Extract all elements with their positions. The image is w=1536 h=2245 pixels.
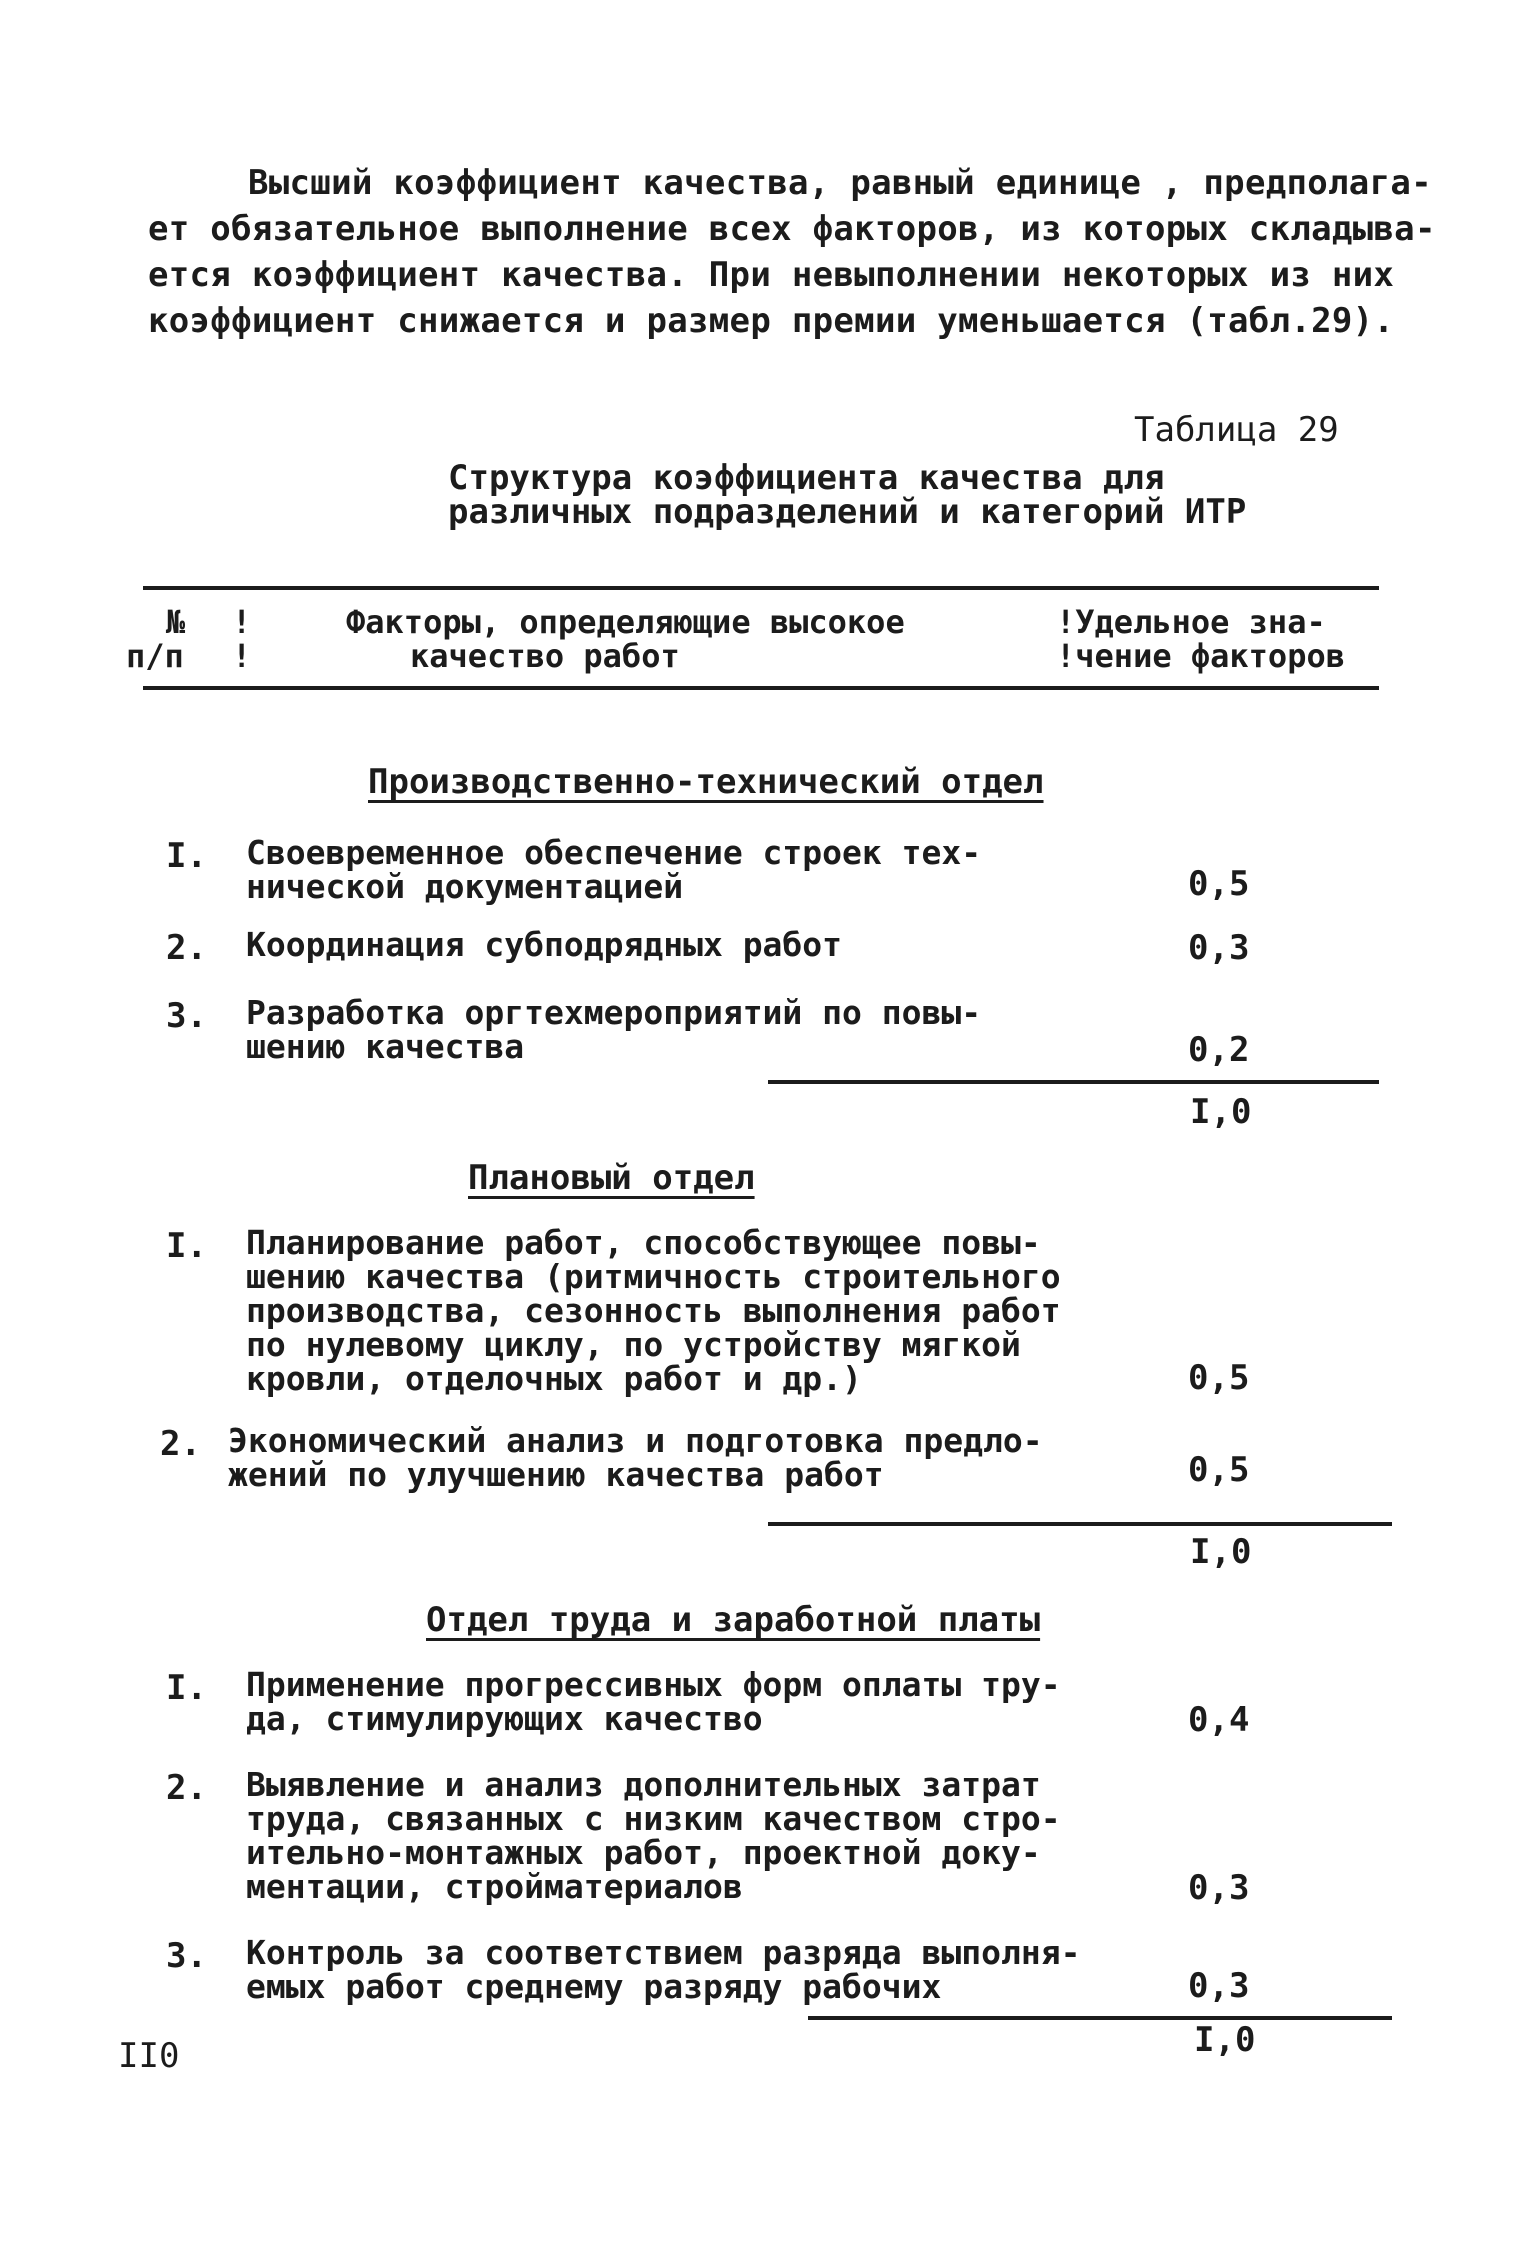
item-text-line: Выявление и анализ дополнительных затрат (246, 1765, 1041, 1804)
item-value: 0,5 (1188, 1358, 1250, 1398)
header-num-line-1: № (166, 603, 186, 641)
header-separator-1: ! (232, 603, 252, 641)
item-text-line: производства, сезонность выполнения работ (246, 1291, 1061, 1330)
header-factors-line-1: Факторы, определяющие высокое (346, 603, 905, 641)
item-value: 0,3 (1188, 928, 1250, 968)
header-top-rule (143, 586, 1379, 590)
item-text-line: Координация субподрядных работ (246, 925, 843, 964)
item-value: 0,3 (1188, 1966, 1250, 2006)
header-bottom-rule (143, 686, 1379, 690)
item-text-line: да, стимулирующих качество (246, 1699, 763, 1738)
header-weight-line-1: !Удельное зна- (1056, 603, 1326, 641)
item-text-line: Разработка оргтехмероприятий по повы- (246, 993, 982, 1032)
intro-line-1: Высший коэффициент качества, равный единице , предполага- (248, 163, 1432, 203)
section-total: I,0 (1190, 1532, 1252, 1572)
item-value: 0,5 (1188, 1450, 1250, 1490)
item-number: 2. (166, 1768, 207, 1808)
section-title-1: Производственно-технический отдел (368, 762, 1044, 802)
item-text-line: кровли, отделочных работ и др.) (246, 1359, 862, 1398)
item-text-line: Своевременное обеспечение строек тех- (246, 833, 982, 872)
header-factors-line-2: качество работ (410, 637, 680, 675)
subtotal-rule (768, 1522, 1392, 1526)
intro-line-4: коэффициент снижается и размер премии уменьшается (табл.29). (148, 301, 1395, 341)
item-value: 0,2 (1188, 1030, 1250, 1070)
section-title-3: Отдел труда и заработной платы (426, 1600, 1041, 1640)
item-number: I. (166, 1226, 207, 1266)
header-weight-line-2: !чение факторов (1056, 637, 1345, 675)
item-number: I. (166, 836, 207, 876)
subtotal-rule (808, 2016, 1392, 2020)
item-text-line: труда, связанных с низким качеством стро- (246, 1799, 1061, 1838)
item-text-line: Экономический анализ и подготовка предло- (228, 1421, 1043, 1460)
section-title-2: Плановый отдел (468, 1158, 755, 1198)
table-title-line-1: Структура коэффициента качества для (448, 458, 1165, 498)
item-value: 0,4 (1188, 1700, 1250, 1740)
subtotal-rule (768, 1080, 1379, 1084)
page-number: II0 (118, 2036, 180, 2076)
item-text-line: Планирование работ, способствующее повы- (246, 1223, 1041, 1262)
table-title-line-2: различных подразделений и категорий ИТР (448, 492, 1247, 532)
item-text-line: ментации, стройматериалов (246, 1867, 743, 1906)
intro-line-2: ет обязательное выполнение всех факторов, из которых складыва- (148, 209, 1436, 249)
item-text-line: шению качества (246, 1027, 525, 1066)
item-number: 2. (160, 1424, 201, 1464)
item-text-line: Применение прогрессивных форм оплаты тру- (246, 1665, 1061, 1704)
header-separator-2: ! (232, 637, 252, 675)
item-number: 3. (166, 996, 207, 1036)
item-value: 0,5 (1188, 864, 1250, 904)
item-text-line: емых работ среднему разряду рабочих (246, 1967, 942, 2006)
item-number: 2. (166, 928, 207, 968)
item-value: 0,3 (1188, 1868, 1250, 1908)
item-text-line: Контроль за соответствием разряда выполня- (246, 1933, 1081, 1972)
item-text-line: шению качества (ритмичность строительного (246, 1257, 1061, 1296)
table-label: Таблица 29 (1134, 410, 1339, 450)
section-total: I,0 (1194, 2020, 1256, 2060)
section-total: I,0 (1190, 1092, 1252, 1132)
item-text-line: ительно-монтажных работ, проектной доку- (246, 1833, 1041, 1872)
item-number: I. (166, 1668, 207, 1708)
item-text-line: нической документацией (246, 867, 684, 906)
header-num-line-2: п/п (126, 637, 184, 675)
item-text-line: по нулевому циклу, по устройству мягкой (246, 1325, 1021, 1364)
item-text-line: жений по улучшению качества работ (228, 1455, 884, 1494)
item-number: 3. (166, 1936, 207, 1976)
intro-line-3: ется коэффициент качества. При невыполнении некоторых из них (148, 255, 1395, 295)
